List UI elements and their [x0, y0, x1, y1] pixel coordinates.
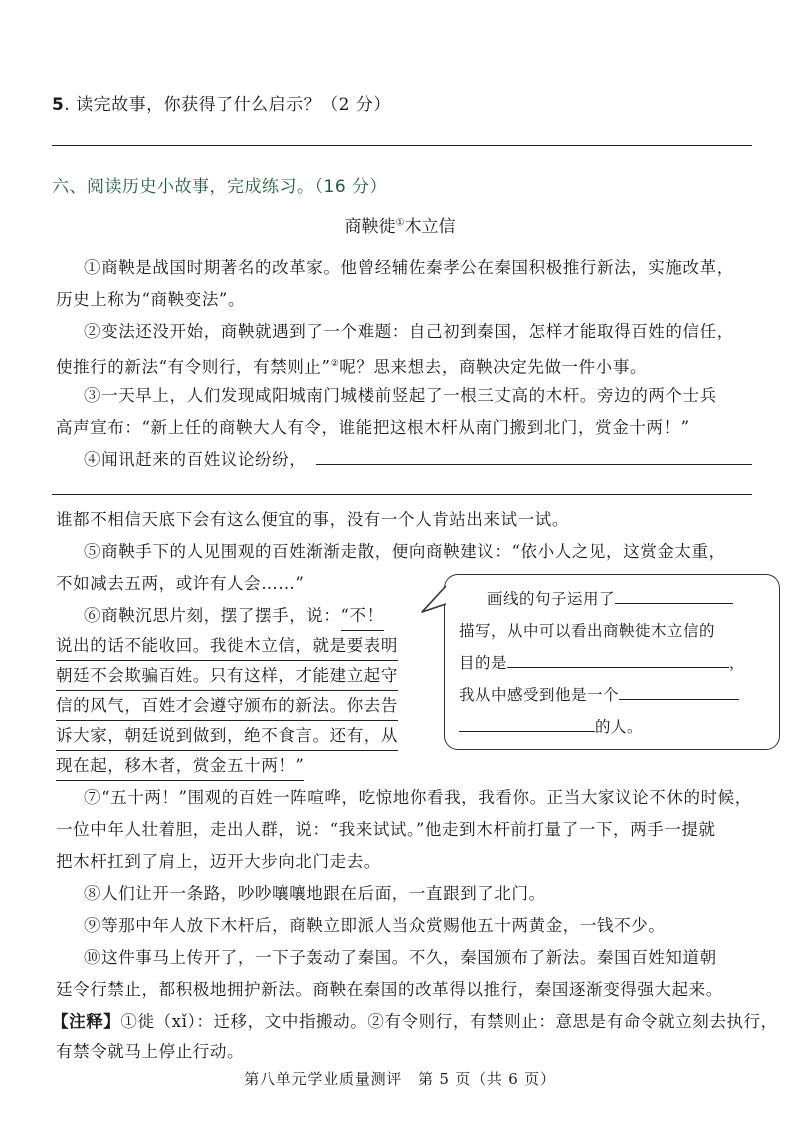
- callout-text: 目的是: [459, 654, 508, 672]
- answer-line-q5[interactable]: [52, 145, 752, 146]
- paragraph-10-line: ⑩这件事马上传开了，一下子轰动了秦国。不久，秦国颁布了新法。秦国百姓知道朝: [84, 948, 717, 967]
- paragraph-6-line: [56, 630, 398, 662]
- callout-line: [459, 715, 643, 737]
- underlined-text: “不！: [341, 602, 384, 631]
- notes-line: [52, 1006, 778, 1038]
- callout-text: ，: [729, 654, 746, 672]
- paragraph-3-line: 高声宣布：“新上任的商鞅大人有令，谁能把这根木杆从南门搬到北门，赏金十两！”: [56, 418, 690, 437]
- paragraph-7-line: 把木杆扛到了肩上，迈开大步向北门走去。: [56, 852, 381, 871]
- underlined-text: 诉大家，朝廷说到做到，绝不食言。还有，从: [56, 722, 398, 751]
- paragraph-7-line: ⑦“五十两！”围观的百姓一阵喧哗，吃惊地你看我，我看你。正当大家议论不休的时候，: [84, 788, 752, 807]
- paragraph-4-line: ④闻讯赶来的百姓议论纷纷，: [84, 450, 307, 469]
- fill-in-line[interactable]: [316, 464, 752, 465]
- paragraph-4-line: 谁都不相信天底下会有这么便宜的事，没有一个人肯站出来试一试。: [56, 510, 569, 529]
- text-run: 呢？思来想去，商鞅决定先做一件小事。: [339, 357, 648, 377]
- callout-text: 画线的句子运用了: [487, 590, 616, 608]
- paragraph-3-line: ③一天早上，人们发现咸阳城南门城楼前竖起了一根三丈高的木杆。旁边的两个士兵: [84, 386, 717, 405]
- paragraph-2-line: ②变法还没开始，商鞅就遇到了一个难题：自己初到秦国，怎样才能取得百姓的信任，: [84, 322, 734, 341]
- paragraph-7-line: 一位中年人壮着胆，走出人群，说：“我来试试。”他走到木杆前打量了一下，两手一提就: [56, 820, 716, 839]
- underlined-text: 朝廷不会欺骗百姓。只有这样，才能建立起守: [56, 662, 398, 691]
- footnote-marker: ②: [330, 359, 340, 369]
- story-title: [0, 212, 800, 237]
- notes-line: 有禁令就马上停止行动。: [56, 1042, 245, 1061]
- title-part: 木立信: [404, 217, 456, 237]
- text-run: 使推行的新法“有令则行，有禁则止”: [56, 357, 331, 377]
- fill-in-line[interactable]: [52, 494, 752, 495]
- paragraph-8-line: ⑧人们让开一条路，吵吵嚷嚷地跟在后面，一直跟到了北门。: [84, 884, 546, 903]
- callout-line: 描写，从中可以看出商鞅徙木立信的: [459, 622, 716, 640]
- section-heading: 六、阅读历史小故事，完成练习。（16 分）: [52, 177, 388, 197]
- blank-field[interactable]: [507, 651, 729, 668]
- notes-label: 【注释】: [52, 1012, 121, 1031]
- page-footer: 第八单元学业质量测评 第 5 页（共 6 页）: [244, 1070, 556, 1088]
- callout-line: [459, 651, 745, 673]
- blank-field[interactable]: [459, 715, 595, 732]
- callout-text: 我从中感受到他是一个: [459, 686, 620, 704]
- underlined-text: 现在起，移木者，赏金五十两！”: [56, 752, 304, 781]
- question-5: [52, 90, 391, 115]
- blank-field[interactable]: [615, 587, 733, 604]
- paragraph-6-line: [56, 660, 398, 692]
- callout-line: [487, 587, 733, 609]
- paragraph-6-line: [56, 720, 398, 752]
- underlined-text: 说出的话不能收回。我徙木立信，就是要表明: [56, 632, 398, 661]
- callout-line: [459, 683, 739, 705]
- paragraph-1-line: 历史上称为“商鞅变法”。: [56, 290, 246, 309]
- paragraph-6-line: [84, 600, 384, 632]
- footnote-marker: ①: [395, 217, 405, 229]
- question-text: . 读完故事，你获得了什么启示？（2 分）: [64, 95, 391, 115]
- paragraph-5-line: ⑤商鞅手下的人见围观的百姓渐渐走散，便向商鞅建议：“依小人之见，这赏金太重，: [84, 542, 726, 561]
- title-part: 商鞅徙: [344, 217, 396, 237]
- paragraph-9-line: ⑨等那中年人放下木杆后，商鞅立即派人当众赏赐他五十两黄金，一钱不少。: [84, 916, 666, 935]
- paragraph-1-line: ①商鞅是战国时期著名的改革家。他曾经辅佐秦孝公在秦国积极推行新法，实施改革，: [84, 258, 734, 277]
- callout-box: [444, 574, 780, 750]
- paragraph-2-line: [56, 348, 647, 384]
- blank-field[interactable]: [619, 683, 739, 700]
- callout-pointer: [420, 582, 448, 622]
- callout-text: 的人。: [595, 718, 644, 736]
- underlined-text: 信的风气，百姓才会遵守颁布的新法。你去告: [56, 692, 398, 721]
- question-number: 5: [52, 95, 65, 115]
- paragraph-5-line: 不如减去五两，或许有人会……”: [56, 574, 305, 593]
- text-run: ⑥商鞅沉思片刻，摆了摆手，说：: [84, 606, 341, 625]
- notes-text: ①徙（xǐ）：迁移，文中指搬动。②有令则行，有禁则止：意思是有命令就立刻去执行，: [120, 1012, 778, 1031]
- paragraph-6-line: [56, 750, 304, 782]
- paragraph-6-line: [56, 690, 398, 722]
- paragraph-10-line: 廷令行禁止，都积极地拥护新法。商鞅在秦国的改革得以推行，秦国逐渐变得强大起来。: [56, 980, 723, 999]
